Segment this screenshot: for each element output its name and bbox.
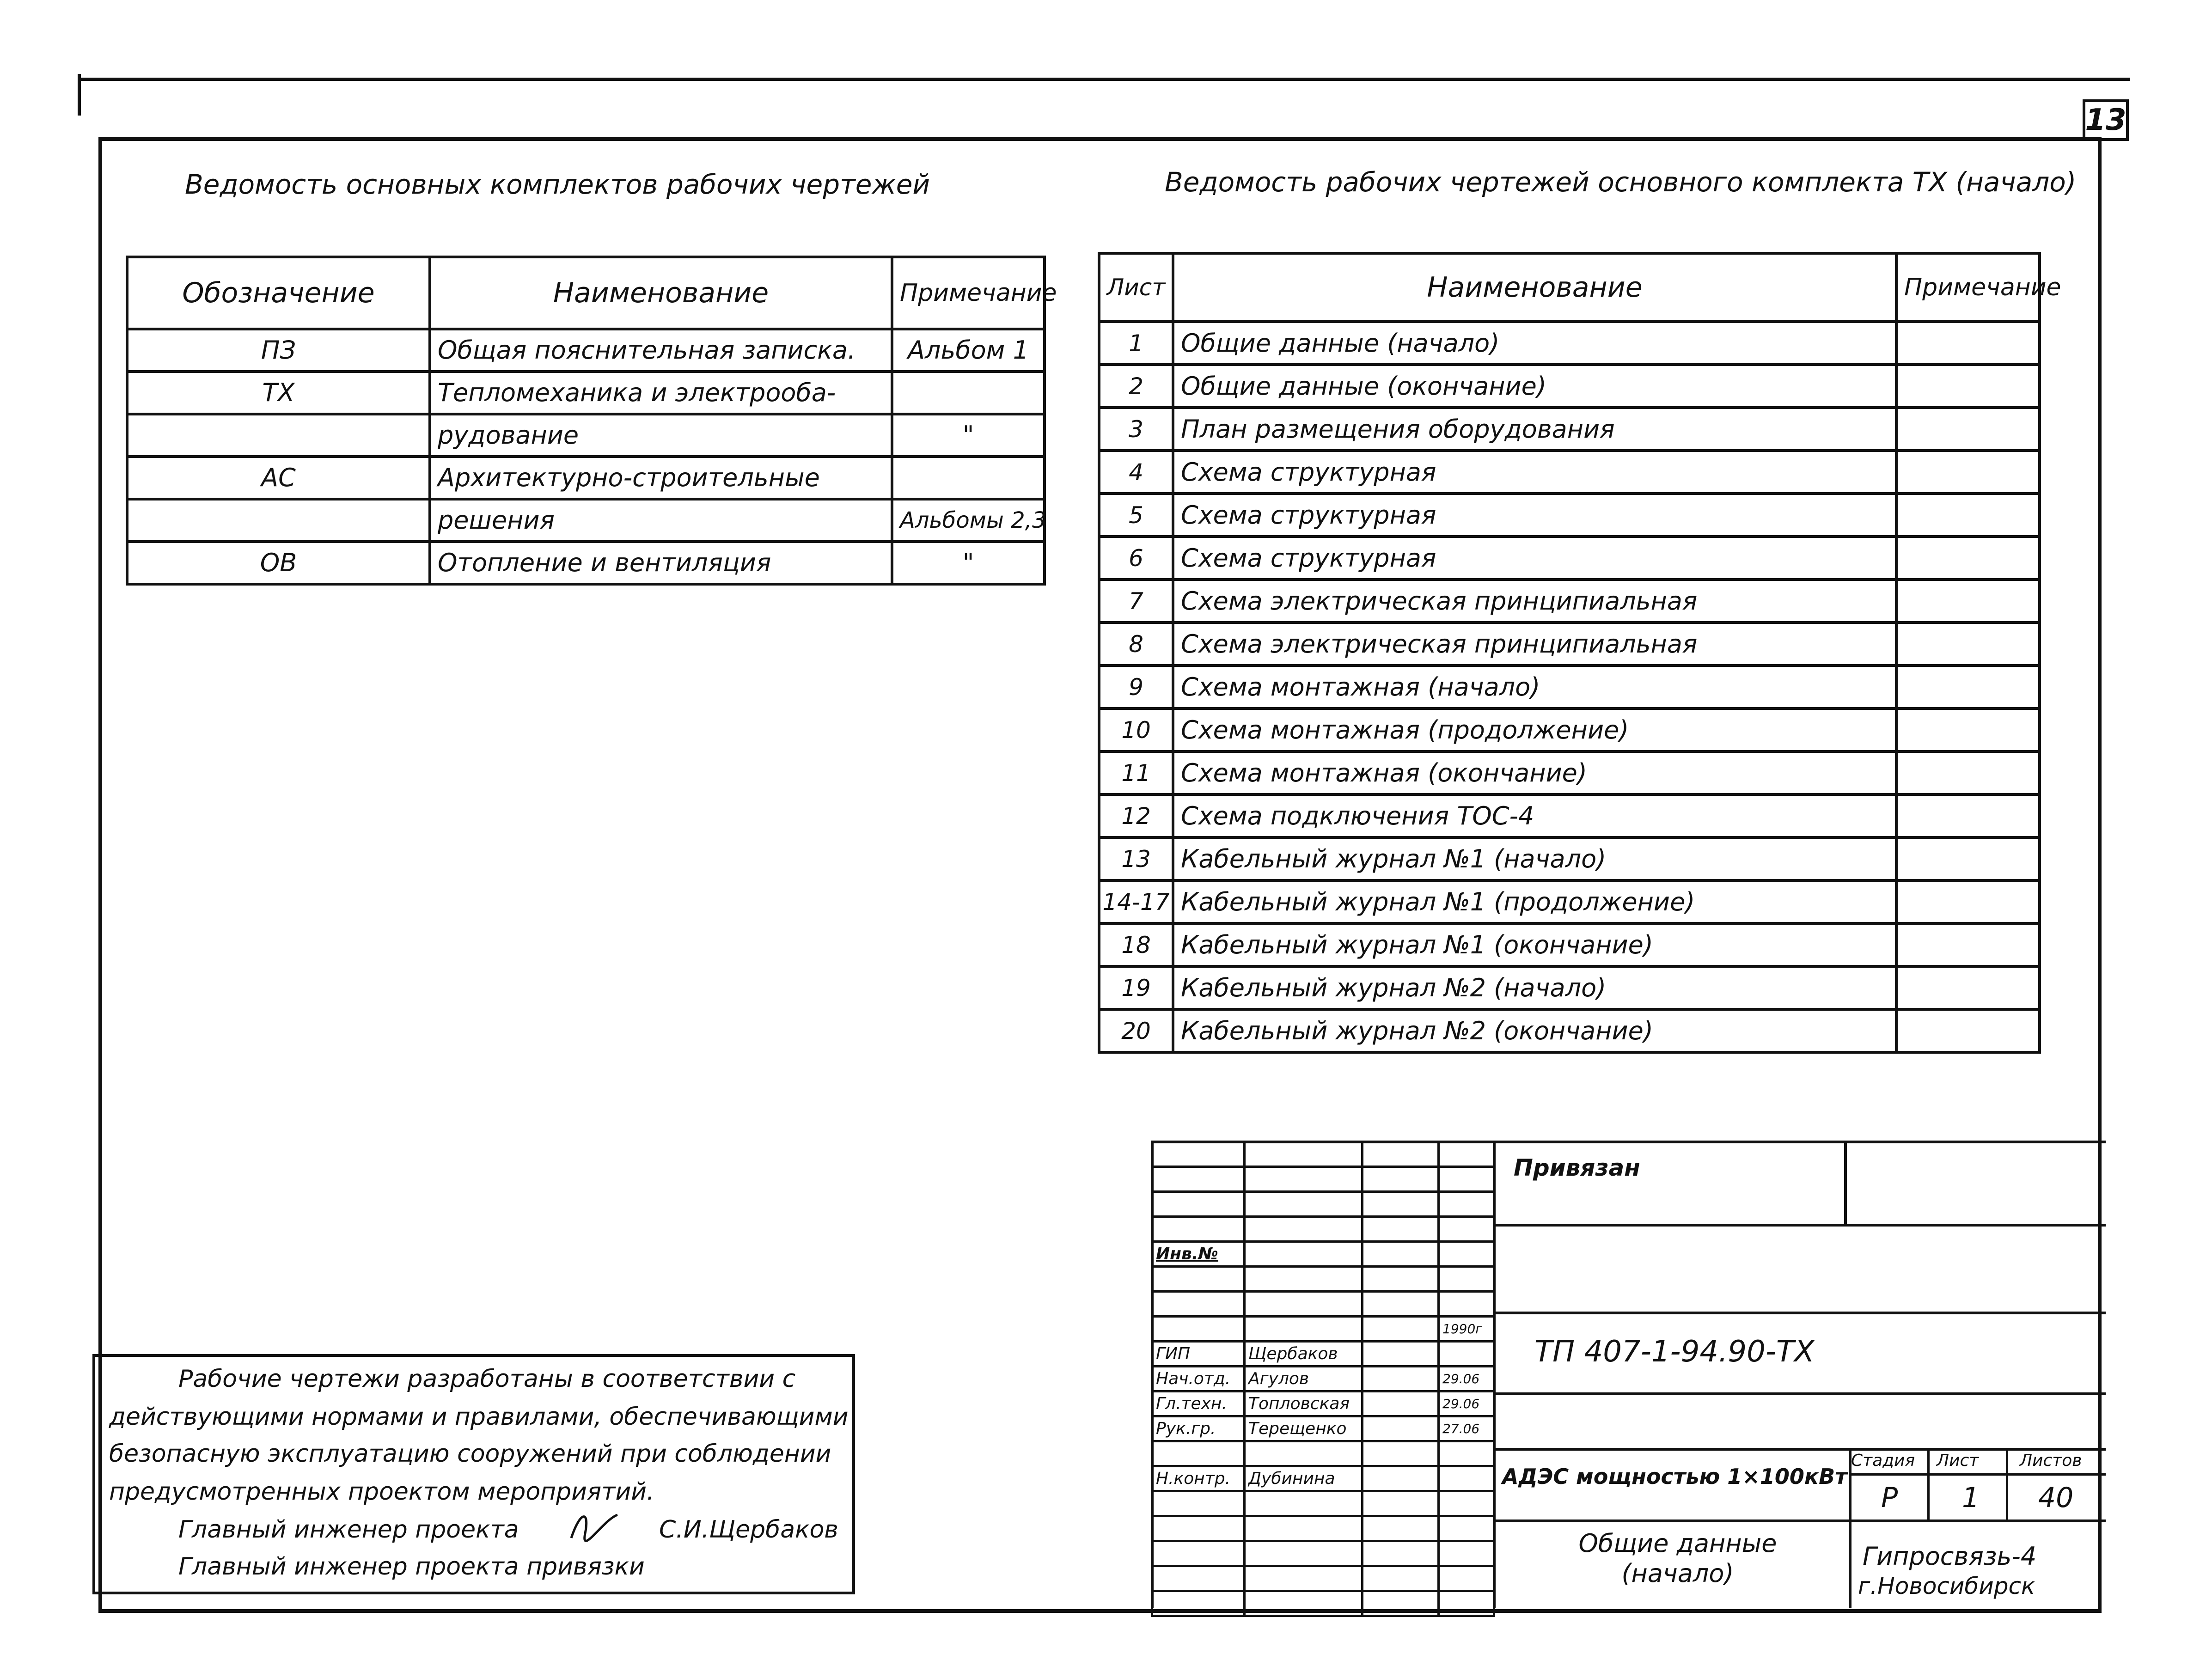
table-row [1099,494,2040,537]
row-note [1896,408,2040,451]
sheet-number-box [2083,99,2129,141]
row-sheet: 6 [1099,537,1173,580]
main-sets-table [126,256,1057,586]
row-sheet: 1 [1099,322,1173,365]
object-name: АДЭС мощностью 1×100кВт [1502,1464,1847,1489]
table-row [1099,580,2040,622]
signatures-grid [1151,1141,1495,1617]
sheet-title: Общие данные (начало) [1578,1529,1777,1588]
row-designation: ОВ [127,542,430,584]
row-name: Общие данные (окончание) [1173,365,1896,408]
row-note [1896,365,2040,408]
row-note [1896,880,2040,923]
staff-row [1152,1391,1494,1416]
row-sheet: 2 [1099,365,1173,408]
table-row [1099,923,2040,966]
table-row [1099,322,2040,365]
row-sheet: 11 [1099,751,1173,794]
table-row [1099,665,2040,708]
row-designation: ТХ [127,372,430,414]
row-sheet: 13 [1099,837,1173,880]
staff-row [1152,1342,1494,1367]
row-name: План размещения оборудования [1173,408,1896,451]
row-note [1896,451,2040,494]
table-row [1099,1009,2040,1052]
stage-value: Р [1881,1482,1898,1514]
row-sheet: 8 [1099,622,1173,665]
table-row [1099,880,2040,923]
row-designation: ПЗ [127,329,430,372]
row-designation [127,414,430,457]
table-row [127,329,1045,372]
row-name: Общая пояснительная записка. [430,329,892,372]
header-note: Примечание [1896,253,2040,322]
sheet-number: 13 [2085,103,2126,137]
staff-date: 29.06 [1439,1391,1494,1416]
table-row [1099,966,2040,1009]
row-note [892,372,1045,414]
row-name: Кабельный журнал №1 (окончание) [1173,923,1896,966]
row-note [1896,751,2040,794]
row-name: Схема монтажная (продолжение) [1173,708,1896,751]
row-designation: АС [127,457,430,499]
note-line: Рабочие чертежи разработаны в соответствии с [178,1365,796,1393]
header-name: Наименование [430,257,892,329]
table-row [1099,751,2040,794]
right-section-title: Ведомость рабочих чертежей основного комплекта ТХ (начало) [1165,166,2077,198]
row-note [892,457,1045,499]
table-row [127,372,1045,414]
row-note [1896,665,2040,708]
row-note [1896,1009,2040,1052]
row-name: Схема структурная [1173,451,1896,494]
table-row [1099,365,2040,408]
header-name: Наименование [1173,253,1896,322]
binding-engineer-label: Главный инженер проекта привязки [178,1553,645,1581]
staff-role: Гл.техн. [1152,1391,1245,1416]
row-name: Кабельный журнал №2 (окончание) [1173,1009,1896,1052]
row-note [1896,837,2040,880]
staff-role: Н.контр. [1152,1466,1245,1491]
stage-label: Стадия [1851,1451,1915,1470]
sheets-value: 40 [2038,1482,2074,1514]
row-sheet: 5 [1099,494,1173,537]
row-name: Общие данные (начало) [1173,322,1896,365]
header-note: Примечание [892,257,1045,329]
row-sheet: 18 [1099,923,1173,966]
staff-role: Нач.отд. [1152,1367,1245,1391]
table-row [1099,451,2040,494]
staff-name: Дубинина [1245,1466,1363,1491]
row-name: Схема монтажная (начало) [1173,665,1896,708]
table-row [1099,794,2040,837]
note-line: действующими нормами и правилами, обеспечивающими [109,1403,849,1431]
document-code: ТП 407-1-94.90-ТХ [1534,1335,1815,1369]
row-name: Схема структурная [1173,537,1896,580]
notes-box [92,1354,855,1594]
row-name: Кабельный журнал №1 (начало) [1173,837,1896,880]
table-row [1099,837,2040,880]
table-row [127,457,1045,499]
row-name: Схема структурная [1173,494,1896,537]
row-sheet: 14-17 [1099,880,1173,923]
row-sheet: 4 [1099,451,1173,494]
staff-date: 27.06 [1439,1416,1494,1441]
staff-signature [1363,1342,1439,1367]
table-row [1099,408,2040,451]
header-sheet: Лист [1099,253,1173,322]
row-note [1896,537,2040,580]
row-note: " [892,542,1045,584]
table-row [1099,708,2040,751]
staff-signature [1363,1391,1439,1416]
staff-row [1152,1416,1494,1441]
header-designation: Обозначение [127,257,430,329]
note-line: предусмотренных проектом мероприятий. [109,1478,654,1506]
staff-name: Щербаков [1245,1342,1363,1367]
staff-date: 29.06 [1439,1367,1494,1391]
row-name: Схема электрическая принципиальная [1173,580,1896,622]
left-section-title: Ведомость основных комплектов рабочих чертежей [185,169,930,200]
left-trim-mark [78,74,81,116]
row-note [1896,622,2040,665]
row-note [1896,322,2040,365]
staff-name: Топловская [1245,1391,1363,1416]
row-note [1896,923,2040,966]
sheet-value: 1 [1962,1482,1980,1514]
city: г.Новосибирск [1858,1573,2035,1599]
row-name: Схема монтажная (окончание) [1173,751,1896,794]
row-name: Схема электрическая принципиальная [1173,622,1896,665]
top-trim-line [78,78,2130,81]
staff-role: ГИП [1152,1342,1245,1367]
row-note [1896,966,2040,1009]
staff-date [1439,1466,1494,1491]
organization: Гипросвязь-4 [1863,1542,2037,1571]
row-sheet: 9 [1099,665,1173,708]
title-block [1151,1141,2106,1608]
row-sheet: 10 [1099,708,1173,751]
staff-date [1439,1342,1494,1367]
chief-engineer-label: Главный инженер проекта [178,1516,519,1544]
table-row [1099,537,2040,580]
row-note: Альбомы 2,3 [892,499,1045,542]
row-note [1896,794,2040,837]
staff-name: Агулов [1245,1367,1363,1391]
year-cell: 1990г [1439,1317,1494,1342]
row-note [1896,708,2040,751]
drawings-list-table [1098,252,2061,1054]
staff-signature [1363,1416,1439,1441]
row-name: Кабельный журнал №1 (продолжение) [1173,880,1896,923]
row-name: рудование [430,414,892,457]
table-row [127,414,1045,457]
signature-mark [567,1506,622,1547]
staff-row [1152,1367,1494,1391]
row-name: Кабельный журнал №2 (начало) [1173,966,1896,1009]
row-name: Схема подключения ТОС-4 [1173,794,1896,837]
row-note: Альбом 1 [892,329,1045,372]
row-note [1896,580,2040,622]
row-name: Отопление и вентиляция [430,542,892,584]
staff-row [1152,1466,1494,1491]
staff-signature [1363,1466,1439,1491]
sheet-label: Лист [1937,1451,1979,1470]
chief-engineer-name: С.И.Щербаков [659,1516,838,1544]
inv-label: Инв.№ [1152,1242,1245,1267]
note-line: безопасную эксплуатацию сооружений при соблюдении [109,1440,831,1468]
row-name: Тепломеханика и электрооба- [430,372,892,414]
row-sheet: 19 [1099,966,1173,1009]
row-note: " [892,414,1045,457]
staff-role: Рук.гр. [1152,1416,1245,1441]
row-sheet: 20 [1099,1009,1173,1052]
row-designation [127,499,430,542]
row-sheet: 12 [1099,794,1173,837]
staff-signature [1363,1367,1439,1391]
table-row [127,499,1045,542]
row-sheet: 3 [1099,408,1173,451]
row-note [1896,494,2040,537]
table-row [1099,622,2040,665]
privyazan-label: Привязан [1514,1154,1640,1181]
row-name: решения [430,499,892,542]
row-name: Архитектурно-строительные [430,457,892,499]
row-sheet: 7 [1099,580,1173,622]
table-row [127,542,1045,584]
staff-name: Терещенко [1245,1416,1363,1441]
sheets-label: Листов [2020,1451,2082,1470]
